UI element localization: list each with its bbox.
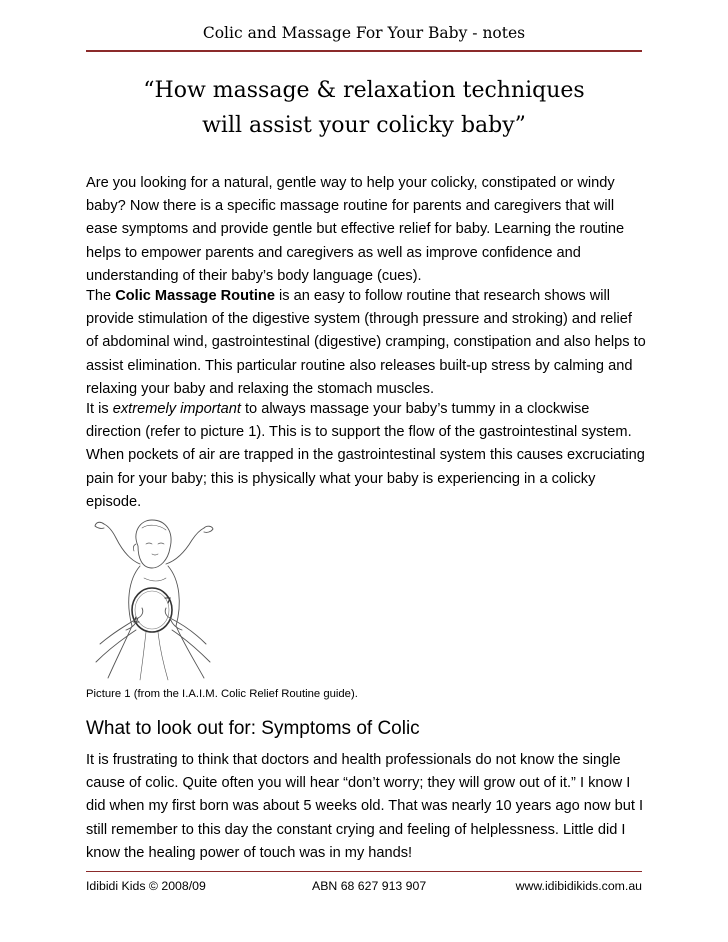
page-title	[0, 73, 728, 143]
footer-abn: ABN 68 627 913 907	[312, 879, 427, 893]
intro-paragraph: Are you looking for a natural, gentle way to help your colicky, constipated or windy baby? Now there is a specific massage routine for parents and caregivers that will ease symptoms and provide gentle but effective relief for baby. Learning the routine helps to empower parents and caregivers as well as improve confidence and understanding of their baby’s body language (cues).	[86, 175, 625, 284]
clockwise-rest: to always massage your baby’s tummy in a clockwise direction (refer to picture 1). This is to support the flow of the gastrointestinal system. When pockets of air are trapped in the gastrointestinal system this causes excruciating pain for your baby; this is physically what your baby is experiencing in a colicky episode.	[86, 401, 645, 510]
symptoms-paragraph: It is frustrating to think that doctors and health professionals do not know the single cause of colic. Quite often you will hear “don’t worry; they will grow out of it.” I know I did when my first born was about 5 weeks old. That was nearly 10 years ago now but I still remember to this day the constant crying and feeling of helplessness. Little did I know the healing power of touch was in my hands!	[86, 752, 644, 861]
footer-website: www.idibidikids.com.au	[515, 879, 642, 893]
routine-name: Colic Massage Routine	[115, 288, 275, 304]
routine-lead: The	[86, 288, 116, 304]
clockwise-emphasis: extremely important	[112, 401, 241, 417]
symptoms-heading: What to look out for: Symptoms of Colic	[86, 718, 420, 739]
title-line-2: will assist your colicky baby”	[202, 113, 526, 138]
page-header: Colic and Massage For Your Baby - notes	[202, 24, 526, 42]
clockwise-lead: It is	[86, 401, 113, 417]
page-footer	[86, 879, 642, 899]
footer-divider	[86, 871, 642, 872]
title-line-1: “How massage & relaxation techniques	[143, 78, 585, 103]
header-divider	[86, 50, 642, 52]
footer-copyright: Idibidi Kids © 2008/09	[86, 879, 206, 893]
routine-rest: is an easy to follow routine that research shows will provide stimulation of the digestive system (through pressure and stroking) and relief of abdominal wind, gastrointestinal (digestive) cramping, constipation and also helps to assist elimination. This particular routine also releases built-up stress by calming and relaxing your baby and relaxing the stomach muscles.	[86, 288, 646, 397]
routine-paragraph	[86, 285, 646, 401]
figure-caption: Picture 1 (from the I.A.I.M. Colic Relief Routine guide).	[86, 688, 358, 700]
baby-massage-illustration	[86, 494, 216, 684]
